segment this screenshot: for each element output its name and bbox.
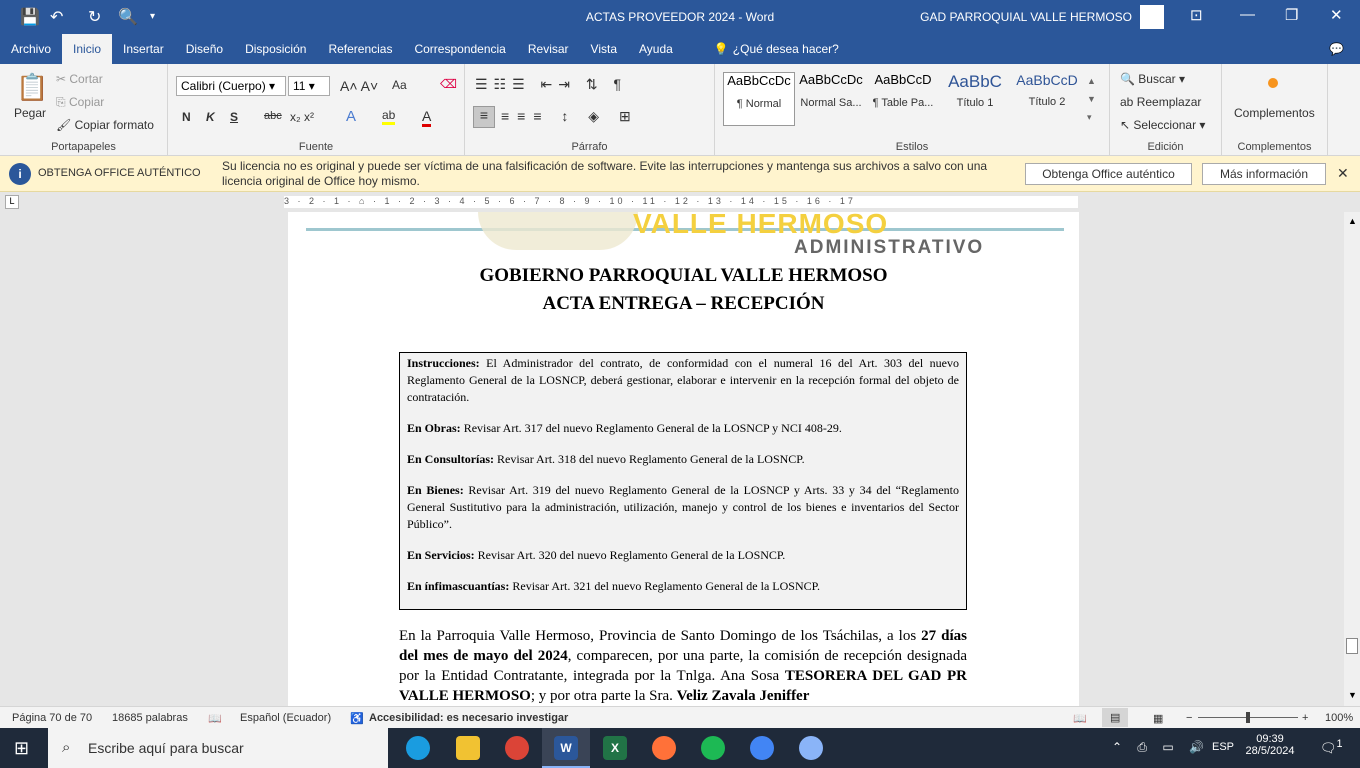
tab-archivo[interactable]: Archivo xyxy=(11,42,52,56)
taskbar-search-input[interactable]: ⌕ Escribe aquí para buscar xyxy=(48,728,388,768)
font-name-select[interactable]: Calibri (Cuerpo) ▾ xyxy=(176,76,286,96)
header-subtitle: ADMINISTRATIVO xyxy=(794,237,985,258)
save-icon[interactable]: 💾 xyxy=(20,9,40,26)
excel-icon[interactable]: X xyxy=(603,736,627,760)
info-icon: i xyxy=(9,163,31,185)
close-bar-icon[interactable]: ✕ xyxy=(1337,165,1349,181)
paste-icon[interactable]: 📋 xyxy=(16,72,49,102)
scroll-up-icon[interactable]: ▲ xyxy=(1348,216,1357,226)
italic-button[interactable]: K xyxy=(206,110,215,124)
clipboard-label: Portapapeles xyxy=(51,141,116,153)
instruction-text: Revisar Art. 317 del nuevo Reglamento General de la LOSNCP y NCI 408-29. xyxy=(460,421,842,435)
replace-button[interactable]: ab Reemplazar xyxy=(1120,95,1202,109)
align-icons[interactable]: ≡≡≡ ↕ ◈ ⊞ xyxy=(501,108,639,124)
styles-scroll-icon[interactable]: ▲ ▼ ▾ xyxy=(1087,76,1096,122)
more-info-button[interactable]: Más información xyxy=(1202,163,1326,185)
menu-tabs xyxy=(0,34,1360,64)
instruction-heading: En Bienes: xyxy=(407,483,464,497)
accessibility-status[interactable]: Accesibilidad: es necesario investigar xyxy=(369,712,569,724)
body-text-run: 27 días del mes de mayo del 2024 xyxy=(399,628,967,664)
tab-selector[interactable]: L xyxy=(5,195,19,209)
get-office-button[interactable]: Obtenga Office auténtico xyxy=(1025,163,1192,185)
font-color-icon[interactable]: A xyxy=(422,108,431,127)
account-avatar[interactable] xyxy=(1140,5,1164,29)
chrome-profile-icon[interactable] xyxy=(750,736,774,760)
read-mode-icon[interactable]: 📖 xyxy=(1073,713,1087,725)
minimize-icon[interactable]: — xyxy=(1240,6,1255,23)
tab-disposicion[interactable]: Disposición xyxy=(245,42,307,56)
instruction-paragraph xyxy=(407,420,959,437)
zoom-out-icon[interactable]: − xyxy=(1186,712,1193,724)
change-case-button[interactable]: Aa xyxy=(392,78,407,92)
instruction-paragraph xyxy=(407,355,959,406)
font-size-select[interactable]: 11 ▾ xyxy=(288,76,330,96)
body-text-run: TESORERA DEL GAD PR VALLE HERMOSO xyxy=(399,668,967,704)
license-warning-bar xyxy=(0,156,1360,192)
license-message: Su licencia no es original y puede ser víctima de una falsificación de software. Evite las interrupciones y mantenga sus archivos a salvo con una licencia original de Office hoy mismo. xyxy=(222,159,988,188)
instruction-heading: Instrucciones: xyxy=(407,356,480,370)
account-name[interactable]: GAD PARROQUIAL VALLE HERMOSO xyxy=(920,10,1132,24)
chrome-icon[interactable] xyxy=(505,736,529,760)
tab-inicio[interactable]: Inicio xyxy=(62,34,112,64)
tab-revisar[interactable]: Revisar xyxy=(527,42,569,56)
tab-diseno[interactable]: Diseño xyxy=(185,42,224,56)
search-icon: ⌕ xyxy=(62,739,71,756)
print-layout-icon[interactable]: ▤ xyxy=(1102,708,1128,727)
file-explorer-icon[interactable] xyxy=(456,736,480,760)
spotify-icon[interactable] xyxy=(701,736,725,760)
header-logo xyxy=(478,212,638,250)
firefox-icon[interactable] xyxy=(652,736,676,760)
body-paragraph xyxy=(399,626,967,706)
format-painter-button[interactable]: 🖌 Copiar formato xyxy=(56,118,154,132)
instruction-text: Revisar Art. 321 del nuevo Reglamento General de la LOSNCP. xyxy=(509,579,820,593)
taskbar xyxy=(0,728,1360,768)
font-label: Fuente xyxy=(298,141,334,153)
text-effects-icon[interactable]: A xyxy=(346,108,357,125)
clear-format-icon[interactable]: ⌫ xyxy=(440,77,457,91)
font-group xyxy=(168,64,465,156)
copy-button[interactable]: ⎘ Copiar xyxy=(56,95,105,109)
style-normal[interactable]: AaBbCcDc ¶ Normal xyxy=(723,72,795,126)
proofing-icon[interactable]: 📖 xyxy=(208,713,222,725)
editing-group xyxy=(1110,64,1222,156)
doc-title-2: ACTA ENTREGA – RECEPCIÓN xyxy=(542,293,825,314)
tray-icons[interactable]: ⌃ ⎙ ▭ 🔊 xyxy=(1112,740,1210,754)
instructions-box xyxy=(399,352,967,610)
select-button[interactable]: ↖ Seleccionar ▾ xyxy=(1120,118,1206,132)
tab-referencias[interactable]: Referencias xyxy=(328,42,393,56)
web-layout-icon[interactable]: ▦ xyxy=(1153,713,1164,725)
align-left-icon[interactable]: ≡ xyxy=(473,106,495,128)
clock[interactable]: 09:39 28/5/2024 xyxy=(1245,733,1295,757)
comments-icon[interactable]: 💬 xyxy=(1329,42,1344,56)
addins-label: Complementos xyxy=(1237,141,1312,153)
ruler xyxy=(0,192,1360,212)
strikethrough-icon[interactable]: abc xyxy=(264,110,282,122)
document-canvas xyxy=(0,212,1344,706)
style-normal-sa[interactable]: AaBbCcDc Normal Sa... xyxy=(799,72,863,109)
scroll-thumb[interactable] xyxy=(1346,638,1358,654)
instruction-heading: En Consultorías: xyxy=(407,452,495,466)
zoom-level[interactable]: 100% xyxy=(1325,712,1354,724)
window-title: ACTAS PROVEEDOR 2024 - Word xyxy=(585,10,775,24)
tab-ayuda[interactable]: Ayuda xyxy=(639,42,673,56)
status-bar xyxy=(0,706,1360,728)
instruction-heading: En Obras: xyxy=(407,421,461,435)
tab-vista[interactable]: Vista xyxy=(590,42,618,56)
styles-group xyxy=(715,64,1110,156)
page-count[interactable]: Página 70 de 70 xyxy=(12,712,93,724)
style-table-pa[interactable]: AaBbCcD ¶ Table Pa... xyxy=(872,72,934,109)
title-bar xyxy=(0,0,1360,34)
addins-group xyxy=(1222,64,1328,156)
instruction-paragraph xyxy=(407,482,959,533)
instruction-text: Revisar Art. 320 del nuevo Reglamento General de la LOSNCP. xyxy=(474,548,786,562)
cut-button[interactable]: ✂ Cortar xyxy=(56,72,103,86)
zoom-in-icon[interactable]: + xyxy=(1302,712,1309,724)
input-language[interactable]: ESP xyxy=(1212,741,1235,753)
lightbulb-icon: 💡 xyxy=(713,42,729,56)
list-icons[interactable]: ☰☷☰ ⇤⇥ ⇅ ¶ xyxy=(475,76,628,92)
find-button[interactable]: 🔍 Buscar ▾ xyxy=(1120,72,1185,86)
print-preview-icon[interactable]: 🔍 xyxy=(118,9,138,26)
horizontal-ruler[interactable]: 3 · 2 · 1 · ⌂ · 1 · 2 · 3 · 4 · 5 · 6 · 7 · 8 · 9 · 10 · 11 · 12 · 13 · 14 · 15 · 16 · 17 xyxy=(284,196,1078,208)
license-title: OBTENGA OFFICE AUTÉNTICO xyxy=(38,167,201,179)
paragraph-label: Párrafo xyxy=(571,141,608,153)
body-text-run: Veliz Zavala Jeniffer xyxy=(676,688,810,704)
redo-icon[interactable]: ↻ xyxy=(88,9,102,26)
subscript-icon[interactable]: x₂ x² xyxy=(290,110,314,124)
instruction-paragraph xyxy=(407,547,959,564)
ribbon-display-icon[interactable]: ⊡ xyxy=(1190,7,1203,24)
paragraph-group xyxy=(465,64,715,156)
vertical-scrollbar[interactable] xyxy=(1344,212,1360,706)
word-count[interactable]: 18685 palabras xyxy=(112,712,188,724)
instruction-paragraph xyxy=(407,578,959,595)
paint-icon[interactable] xyxy=(799,736,823,760)
undo-icon[interactable]: ↶ xyxy=(50,9,64,26)
language[interactable]: Español (Ecuador) xyxy=(240,712,332,724)
tell-me-input[interactable]: ¿Qué desea hacer? xyxy=(732,42,839,56)
tab-insertar[interactable]: Insertar xyxy=(123,42,164,56)
instruction-paragraph xyxy=(407,451,959,468)
body-text-run: En la Parroquia Valle Hermoso, Provincia de Santo Domingo de los Tsáchilas, a los xyxy=(399,628,922,644)
editing-label: Edición xyxy=(1147,141,1184,153)
grow-font-icon[interactable]: A˄ A˅ xyxy=(340,78,379,94)
instruction-heading: En ínfimascuantías: xyxy=(407,579,510,593)
highlight-icon[interactable]: ab xyxy=(382,108,395,125)
paste-button[interactable]: Pegar xyxy=(14,106,47,120)
instruction-text: El Administrador del contrato, de conformidad con el numeral 16 del Art. 303 del nuevo Reglamento General de la LOSNCP, deberá gestionar, elaborar e intervenir en la recepción formal del objeto de contratación. xyxy=(407,356,959,404)
instruction-text: Revisar Art. 319 del nuevo Reglamento General de la LOSNCP y Arts. 33 y 34 del “Reglamento General Sustitutivo para la administración, utilización, manejo y control de los bienes e inventarios del Sector Público”. xyxy=(407,483,959,531)
word-taskbar-button[interactable]: W xyxy=(542,728,590,768)
header-brand: VALLE HERMOSO xyxy=(633,212,889,239)
notifications-icon[interactable]: 🗨$^1$ xyxy=(1320,738,1343,756)
tab-correspondencia[interactable]: Correspondencia xyxy=(414,42,506,56)
styles-label: Estilos xyxy=(895,141,929,153)
edge-icon[interactable] xyxy=(406,736,430,760)
bold-button[interactable]: N xyxy=(182,110,191,124)
addins-button[interactable]: Complementos xyxy=(1234,106,1315,120)
instruction-heading: En Servicios: xyxy=(407,548,475,562)
ribbon xyxy=(0,64,1360,156)
close-icon[interactable]: ✕ xyxy=(1330,7,1343,24)
style-titulo-2[interactable]: AaBbCcD Título 2 xyxy=(1016,72,1078,108)
document-page[interactable] xyxy=(288,212,1079,706)
underline-button[interactable]: S xyxy=(230,110,239,124)
start-icon[interactable]: ⊞ xyxy=(14,738,30,758)
clipboard-group xyxy=(0,64,168,156)
accessibility-icon: ♿ xyxy=(350,713,364,725)
zoom-slider-thumb[interactable] xyxy=(1246,712,1250,723)
style-titulo-1[interactable]: AaBbC Título 1 xyxy=(948,72,1002,109)
instruction-text: Revisar Art. 318 del nuevo Reglamento General de la LOSNCP. xyxy=(494,452,805,466)
body-text-run: , comparecen, por una parte, la comisión de recepción designada por la Entidad Contratante, integrada por la Tnlga. Ana Sosa xyxy=(399,648,967,684)
restore-icon[interactable]: ❐ xyxy=(1285,7,1299,24)
addins-icon[interactable] xyxy=(1268,78,1278,88)
customize-qat-icon[interactable]: ▾ xyxy=(150,11,156,22)
scroll-down-icon[interactable]: ▼ xyxy=(1348,690,1357,700)
doc-title-1: GOBIERNO PARROQUIAL VALLE HERMOSO xyxy=(479,265,888,286)
body-text-run: ; y por otra parte la Sra. xyxy=(530,688,677,704)
